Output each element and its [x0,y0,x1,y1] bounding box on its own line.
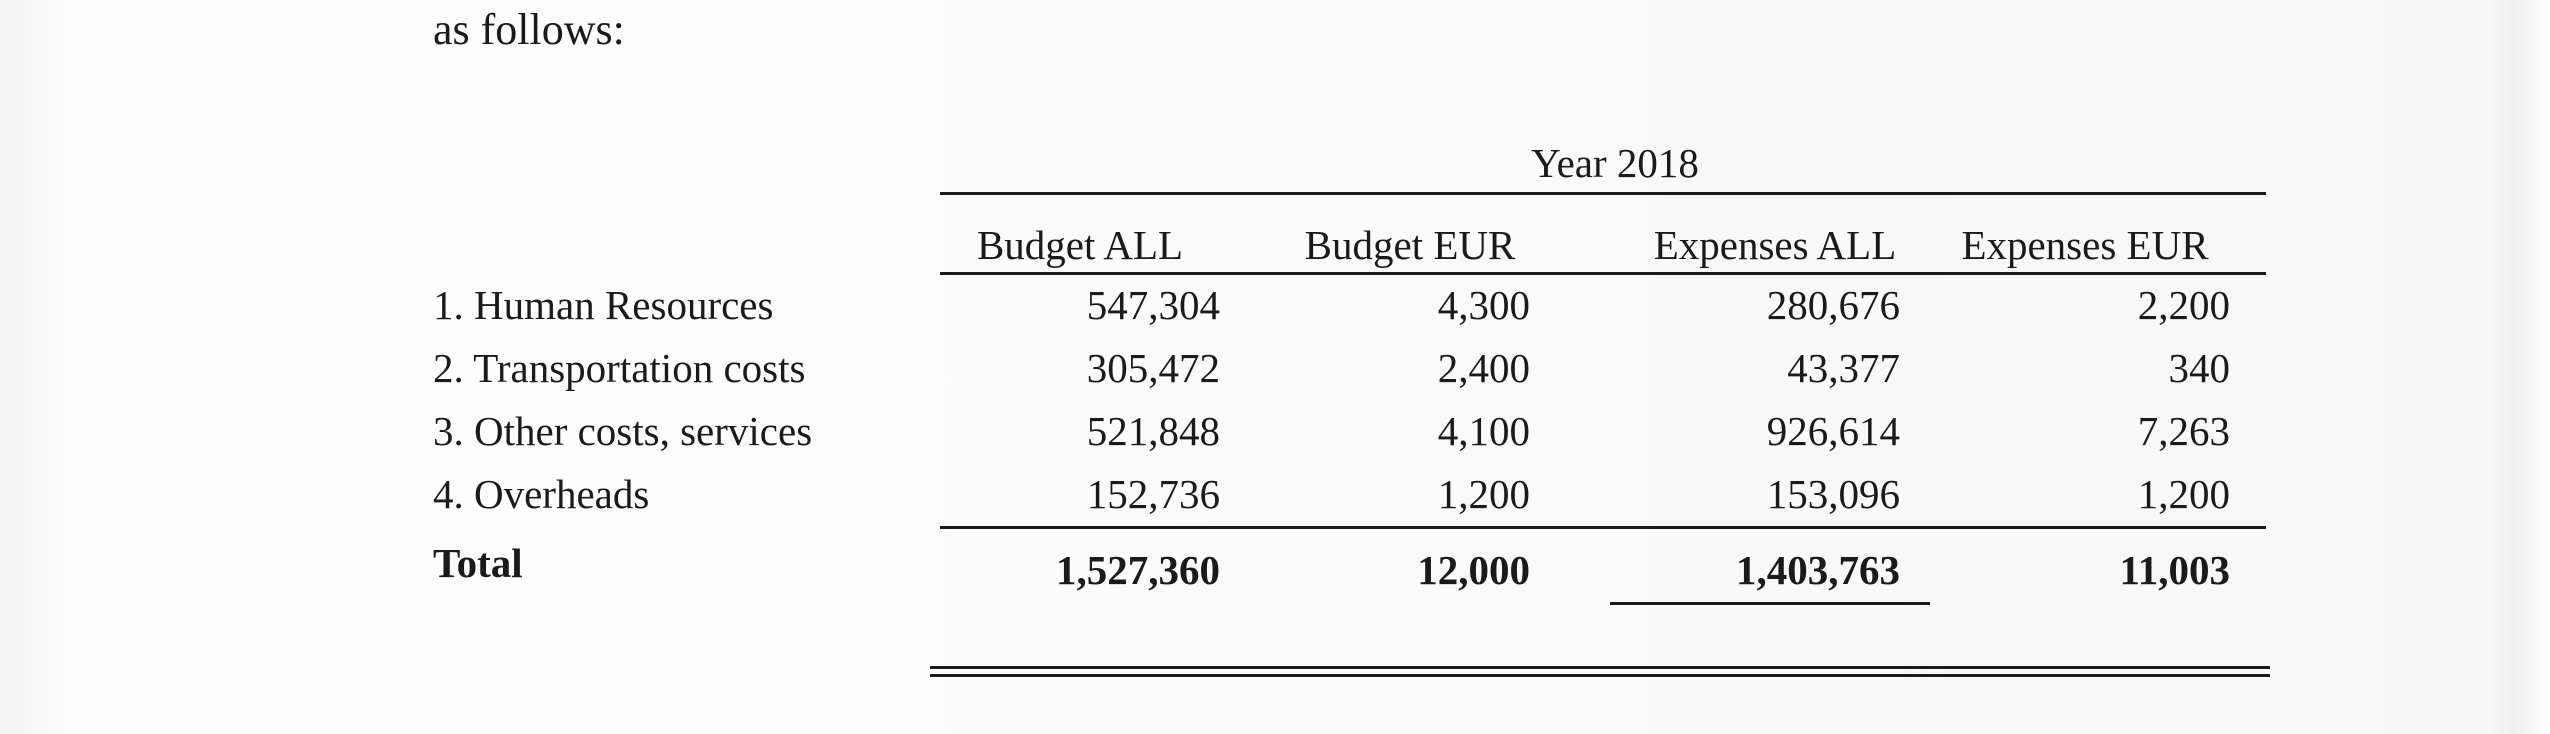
table-cell: 1,200 [2137,471,2230,517]
table-cell: 280,676 [1766,282,1900,328]
table-cell: 152,736 [1086,471,1220,517]
table-cell: 340 [2168,345,2230,391]
total-expenses-all: 1,403,763 [1736,547,1900,593]
table-cell: 153,096 [1766,471,1900,517]
table-cell: 1,200 [1437,471,1530,517]
column-header-expenses-eur: Expenses EUR [1961,222,2209,268]
table-cell: 43,377 [1787,345,1900,391]
row-label-overheads: 4. Overheads [433,471,650,517]
row-label-other-costs: 3. Other costs, services [433,408,813,454]
row-label-human-resources: 1. Human Resources [433,282,774,328]
table-cell: 2,400 [1437,345,1530,391]
total-expenses-eur: 11,003 [2119,547,2230,593]
row-label-transportation-costs: 2. Transportation costs [433,345,806,391]
scan-left-shadow [0,0,90,734]
table-cell: 2,200 [2137,282,2230,328]
table-cell: 4,100 [1437,408,1530,454]
table-cell: 547,304 [1086,282,1220,328]
column-header-rule [940,272,2266,275]
intro-text: as follows: [433,5,625,54]
scan-right-edge [2490,0,2550,734]
double-rule-top [930,666,2270,669]
column-header-budget-eur: Budget EUR [1304,222,1516,268]
table-cell: 305,472 [1086,345,1220,391]
total-label: Total [433,540,523,586]
table-cell: 926,614 [1766,408,1900,454]
column-header-expenses-all: Expenses ALL [1653,222,1897,268]
expenses-all-total-underline [1610,602,1930,605]
table-cell: 7,263 [2137,408,2230,454]
table-cell: 521,848 [1086,408,1220,454]
table-cell: 4,300 [1437,282,1530,328]
year-header-rule [940,192,2266,195]
total-budget-eur: 12,000 [1417,547,1530,593]
column-header-budget-all: Budget ALL [976,222,1184,268]
double-rule-bottom [930,674,2270,677]
total-budget-all: 1,527,360 [1056,547,1220,593]
year-header: Year 2018 [1531,140,1699,186]
subtotal-rule [940,526,2266,529]
